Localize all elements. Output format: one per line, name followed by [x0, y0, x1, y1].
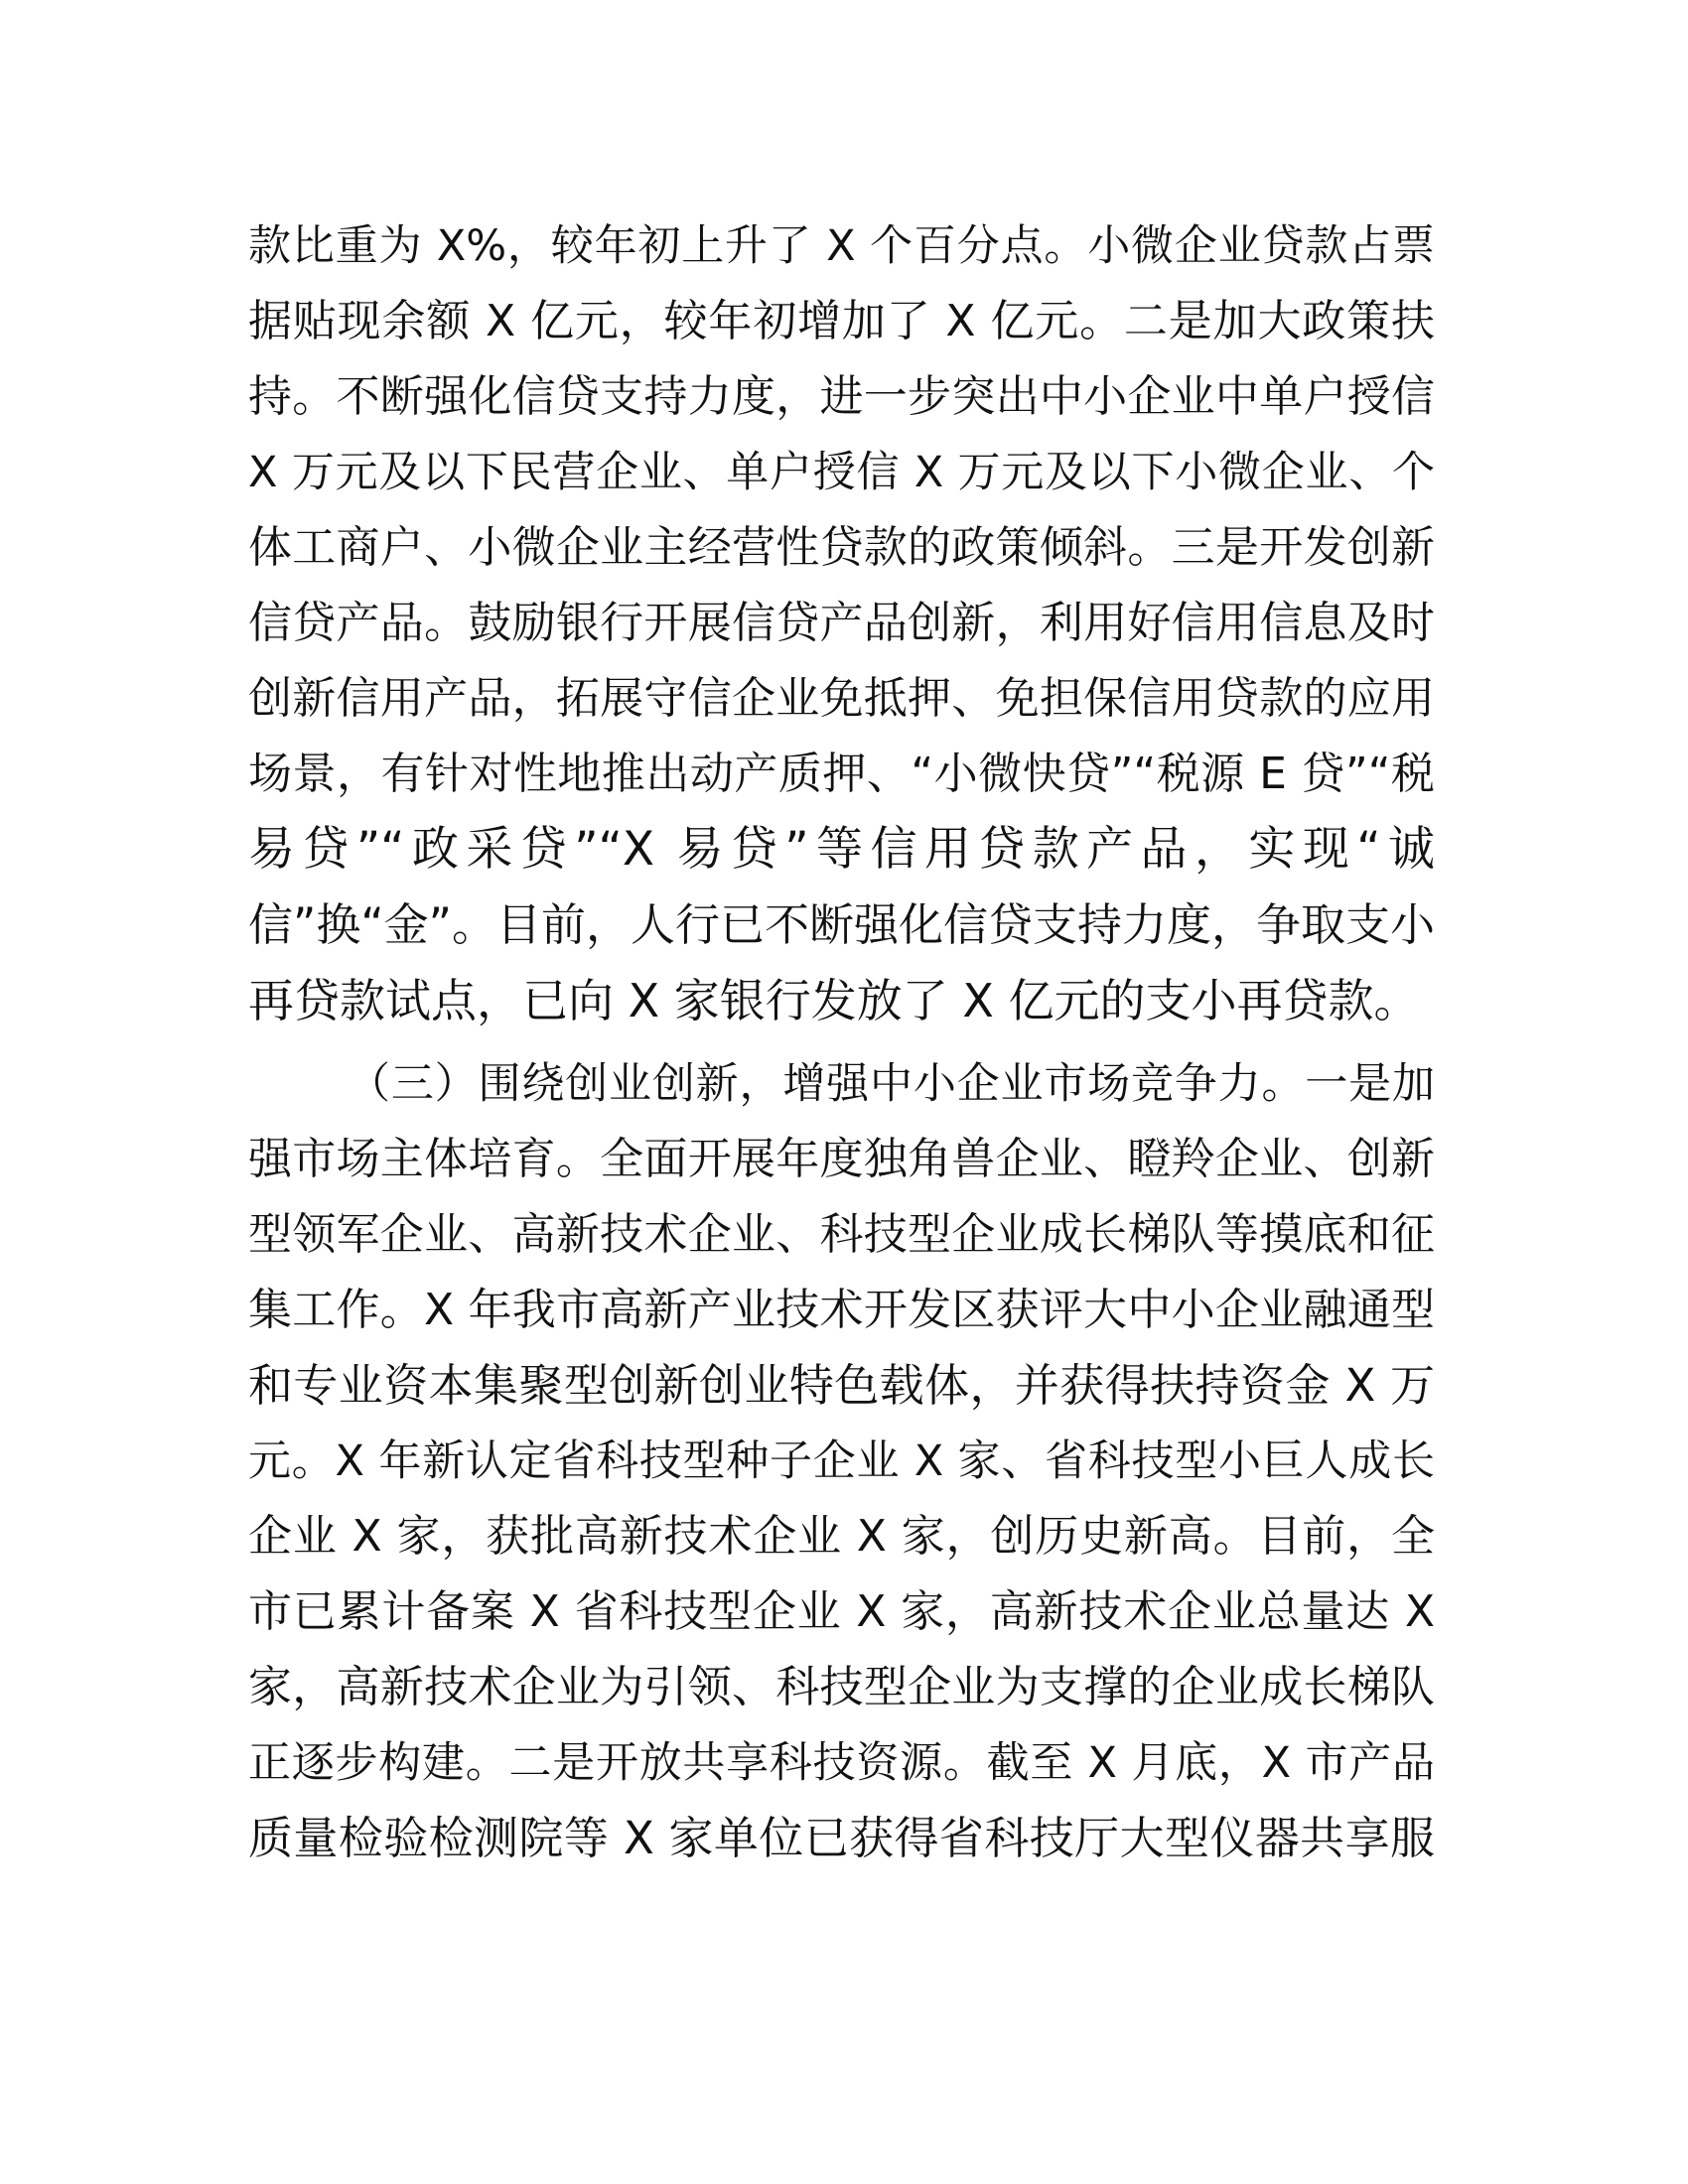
paragraph-2-line-1: （三）围绕创业创新，增强中小企业市场竞争力。一是加	[348, 1059, 1435, 1109]
paragraph-2-line-11: 质量检验检测院等 X 家单位已获得省科技厅大型仪器共享服	[248, 1812, 1435, 1864]
paragraph-1-line-6: 信贷产品。鼓励银行开展信贷产品创新，利用好信用信息及时	[248, 598, 1435, 648]
paragraph-1-line-10: 信”换“金”。目前，人行已不断强化信贷支持力度，争取支小	[248, 898, 1435, 951]
paragraph-2-line-9: 家，高新技术企业为引领、科技型企业为支撑的企业成长梯队	[248, 1662, 1435, 1712]
paragraph-1-line-8: 场景，有针对性地推出动产质押、“小微快贷”“税源 E 贷”“税	[248, 749, 1435, 799]
paragraph-1-line-4: X 万元及以下民营企业、单户授信 X 万元及以下小微企业、个	[248, 448, 1435, 497]
paragraph-2-line-8: 市已累计备案 X 省科技型企业 X 家，高新技术企业总量达 X	[248, 1586, 1435, 1637]
paragraph-2-line-4: 集工作。X 年我市高新产业技术开发区获评大中小企业融通型	[248, 1285, 1435, 1335]
paragraph-1-line-1: 款比重为 X%，较年初上升了 X 个百分点。小微企业贷款占票	[248, 221, 1435, 271]
paragraph-2-line-10: 正逐步构建。二是开放共享科技资源。截至 X 月底，X 市产品	[248, 1738, 1435, 1788]
paragraph-1-line-2: 据贴现余额 X 亿元，较年初增加了 X 亿元。二是加大政策扶	[248, 296, 1435, 346]
paragraph-1-line-11: 再贷款试点，已向 X 家银行发放了 X 亿元的支小再贷款。	[248, 974, 1420, 1027]
paragraph-2-line-7: 企业 X 家，获批高新技术企业 X 家，创历史新高。目前，全	[248, 1511, 1435, 1562]
paragraph-2-line-2: 强市场主体培育。全面开展年度独角兽企业、瞪羚企业、创新	[248, 1134, 1435, 1184]
paragraph-1-line-5: 体工商户、小微企业主经营性贷款的政策倾斜。三是开发创新	[248, 522, 1435, 573]
paragraph-1-line-7: 创新信用产品，拓展守信企业免抵押、免担保信用贷款的应用	[248, 673, 1435, 724]
paragraph-2-line-6: 元。X 年新认定省科技型种子企业 X 家、省科技型小巨人成长	[248, 1436, 1435, 1486]
paragraph-1-line-9: 易贷”“政采贷”“X 易贷”等信用贷款产品，实现“诚	[248, 822, 1435, 877]
paragraph-1-line-3: 持。不断强化信贷支持力度，进一步突出中小企业中单户授信	[248, 371, 1435, 422]
paragraph-2-line-3: 型领军企业、高新技术企业、科技型企业成长梯队等摸底和征	[248, 1209, 1435, 1260]
paragraph-2-line-5: 和专业资本集聚型创新创业特色载体，并获得扶持资金 X 万	[248, 1359, 1435, 1412]
